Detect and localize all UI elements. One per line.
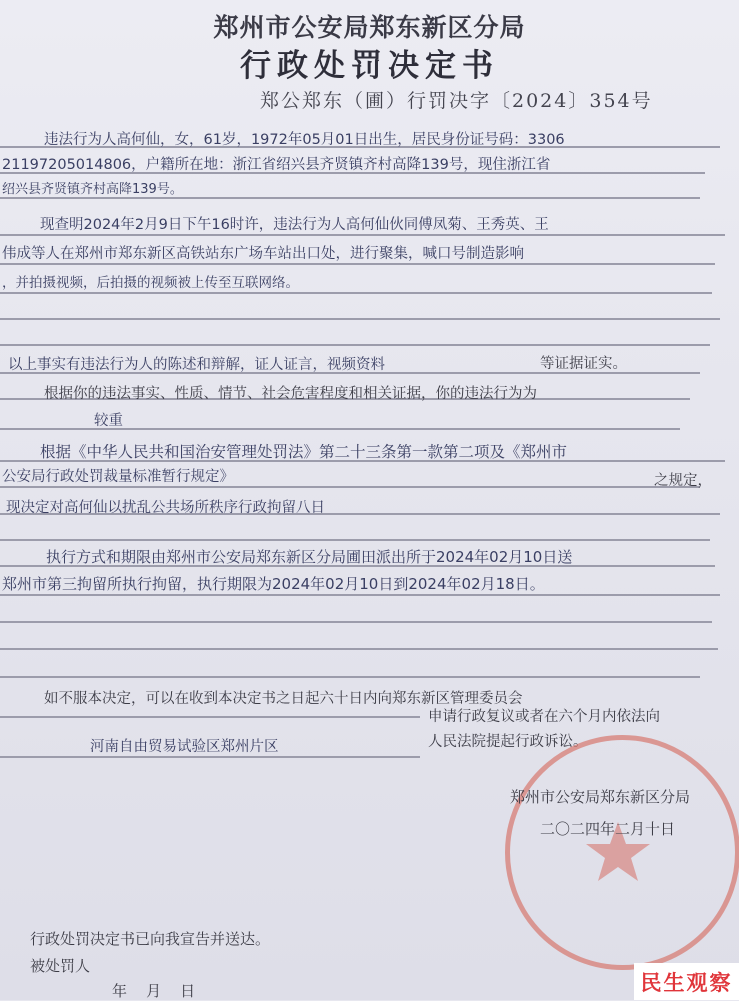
rule-line [0,197,700,199]
issuer-name: 郑州市公安局郑东新区分局 [510,788,691,806]
rule-line [0,716,420,718]
person-line-2: 21197205014806，户籍所在地：浙江省绍兴县齐贤镇齐村高降139号，现住浙江省 [2,157,551,173]
appeal-line-2: 申请行政复议或者在六个月内依法向 [428,709,660,725]
document-title: 行政处罚决定书 [240,48,499,84]
basis-line-1: 根据《中华人民共和国治安管理处罚法》第二十三条第一款第二项及《郑州市 [40,443,568,461]
evidence-line: 以上事实有违法行为人的陈述和辩解，证人证言，视频资料 [8,357,385,373]
basis-line-2: 公安局行政处罚裁量标准暂行规定》 [2,469,234,485]
official-seal [505,735,739,970]
receipt-line: 行政处罚决定书已向我宣告并送达。 [30,930,271,948]
decision-line: 现决定对高何仙以扰乱公共场所秩序行政拘留八日 [6,500,325,516]
agency-header: 郑州市公安局郑东新区分局 [213,13,526,42]
appeal-line-3: 人民法院提起行政诉讼。 [428,734,588,750]
rule-line [0,486,700,488]
facts-line-3: ，并拍摄视频，后拍摄的视频被上传至互联网络。 [2,275,299,291]
person-line-3: 绍兴县齐贤镇齐村高降139号。 [2,182,183,197]
basis-suffix: 之规定， [654,473,712,489]
rule-line [0,648,718,650]
rule-line [0,756,420,758]
facts-line-1: 现查明2024年2月9日下午16时许，违法行为人高何仙伙同傅凤菊、王秀英、王 [40,217,549,233]
watermark-badge: 民生观察 [634,963,739,1000]
rule-line [0,318,720,320]
document-number: 郑公郑东（圃）行罚决字〔2024〕354号 [260,90,653,112]
receipt-signee: 被处罚人 [30,957,91,975]
rule-line [0,621,712,623]
rule-line [0,292,712,294]
receipt-date: 年 月 日 [112,982,196,1000]
assessment-level: 较重 [94,413,123,429]
execution-line-2: 郑州市第三拘留所执行拘留，执行期限为2024年02月10日到2024年02月18日。 [2,575,545,593]
seal-star-icon [510,740,735,965]
rule-line [0,676,700,678]
rule-line [0,344,710,346]
rule-line [0,594,720,596]
person-line-1: 违法行为人高何仙，女，61岁，1972年05月01日出生，居民身份证号码：3306 [44,132,565,148]
evidence-suffix: 等证据证实。 [540,356,627,372]
issuer-date: 二〇二四年二月十日 [540,820,676,838]
appeal-court: 河南自由贸易试验区郑州片区 [90,739,279,755]
rule-line [0,539,710,541]
assessment-line: 根据你的违法事实、性质、情节、社会危害程度和相关证据，你的违法行为为 [44,386,537,402]
appeal-line-1: 如不服本决定，可以在收到本决定书之日起六十日内向郑东新区管理委员会 [44,691,523,707]
rule-line [0,234,725,236]
rule-line [0,263,715,265]
facts-line-2: 伟成等人在郑州市郑东新区高铁站东广场车站出口处，进行聚集，喊口号制造影响 [2,246,524,262]
execution-line-1: 执行方式和期限由郑州市公安局郑东新区分局圃田派出所于2024年02月10日送 [46,548,573,566]
